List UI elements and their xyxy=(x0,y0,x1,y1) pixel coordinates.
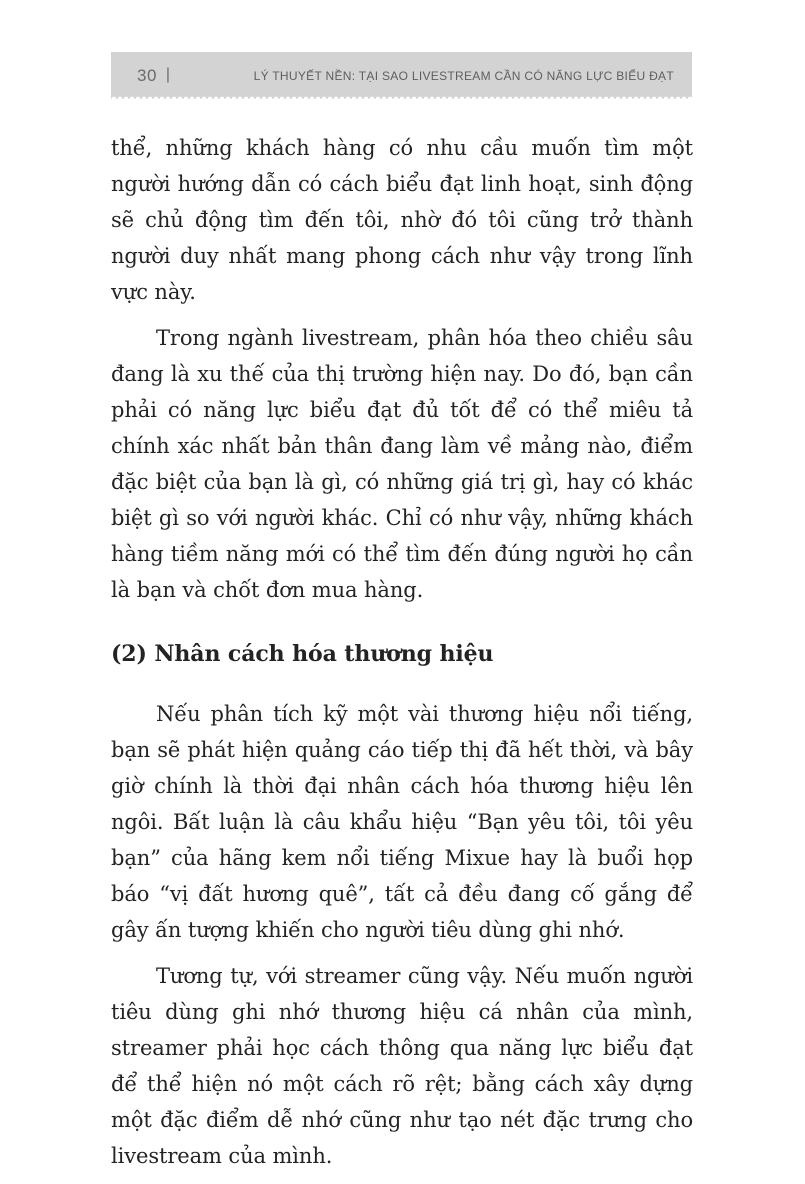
page-number-group xyxy=(137,66,170,86)
body-paragraph-1: thể, những khách hàng có nhu cầu muốn tìm một người hướng dẫn có cách biểu đạt linh hoạt, sinh động sẽ chủ động tìm đến tôi, nhờ đó tôi cũng trở thành người duy nhất mang phong cách như vậy trong lĩnh vực này. xyxy=(111,136,693,304)
section-heading: (2) Nhân cách hóa thương hiệu xyxy=(111,641,494,667)
body-paragraph-2: Trong ngành livestream, phân hóa theo chiều sâu đang là xu thế của thị trường hiện nay. Do đó, bạn cần phải có năng lực biểu đạt đủ tốt để có thể miêu tả chính xác nhất bản thân đang làm về mảng nào, điểm đặc biệt của bạn là gì, có những giá trị gì, hay có khác biệt gì so với người khác. Chỉ có như vậy, những khách hàng tiềm năng mới có thể tìm đến đúng người họ cần là bạn và chốt đơn mua hàng. xyxy=(111,326,693,602)
running-header-bar xyxy=(111,52,692,99)
perforated-edge xyxy=(111,96,692,102)
running-title: LÝ THUYẾT NỀN: TẠI SAO LIVESTREAM CẦN CÓ NĂNG LỰC BIỂU ĐẠT xyxy=(253,68,674,83)
body-paragraph-3: Nếu phân tích kỹ một vài thương hiệu nổi tiếng, bạn sẽ phát hiện quảng cáo tiếp thị đã hết thời, và bây giờ chính là thời đại nhân cách hóa thương hiệu lên ngôi. Bất luận là câu khẩu hiệu “Bạn yêu tôi, tôi yêu bạn” của hãng kem nổi tiếng Mixue hay là buổi họp báo “vị đất hương quê”, tất cả đều đang cố gắng để gây ấn tượng khiến cho người tiêu dùng ghi nhớ. xyxy=(111,702,693,942)
page-number: 30 xyxy=(137,65,157,85)
body-paragraph-4: Tương tự, với streamer cũng vậy. Nếu muốn người tiêu dùng ghi nhớ thương hiệu cá nhân của mình, streamer phải học cách thông qua năng lực biểu đạt để thể hiện nó một cách rõ rệt; bằng cách xây dựng một đặc điểm dễ nhớ cũng như tạo nét đặc trưng cho livestream của mình. xyxy=(111,964,693,1168)
page-number-divider: | xyxy=(165,65,171,83)
page-body-text xyxy=(111,130,693,1184)
